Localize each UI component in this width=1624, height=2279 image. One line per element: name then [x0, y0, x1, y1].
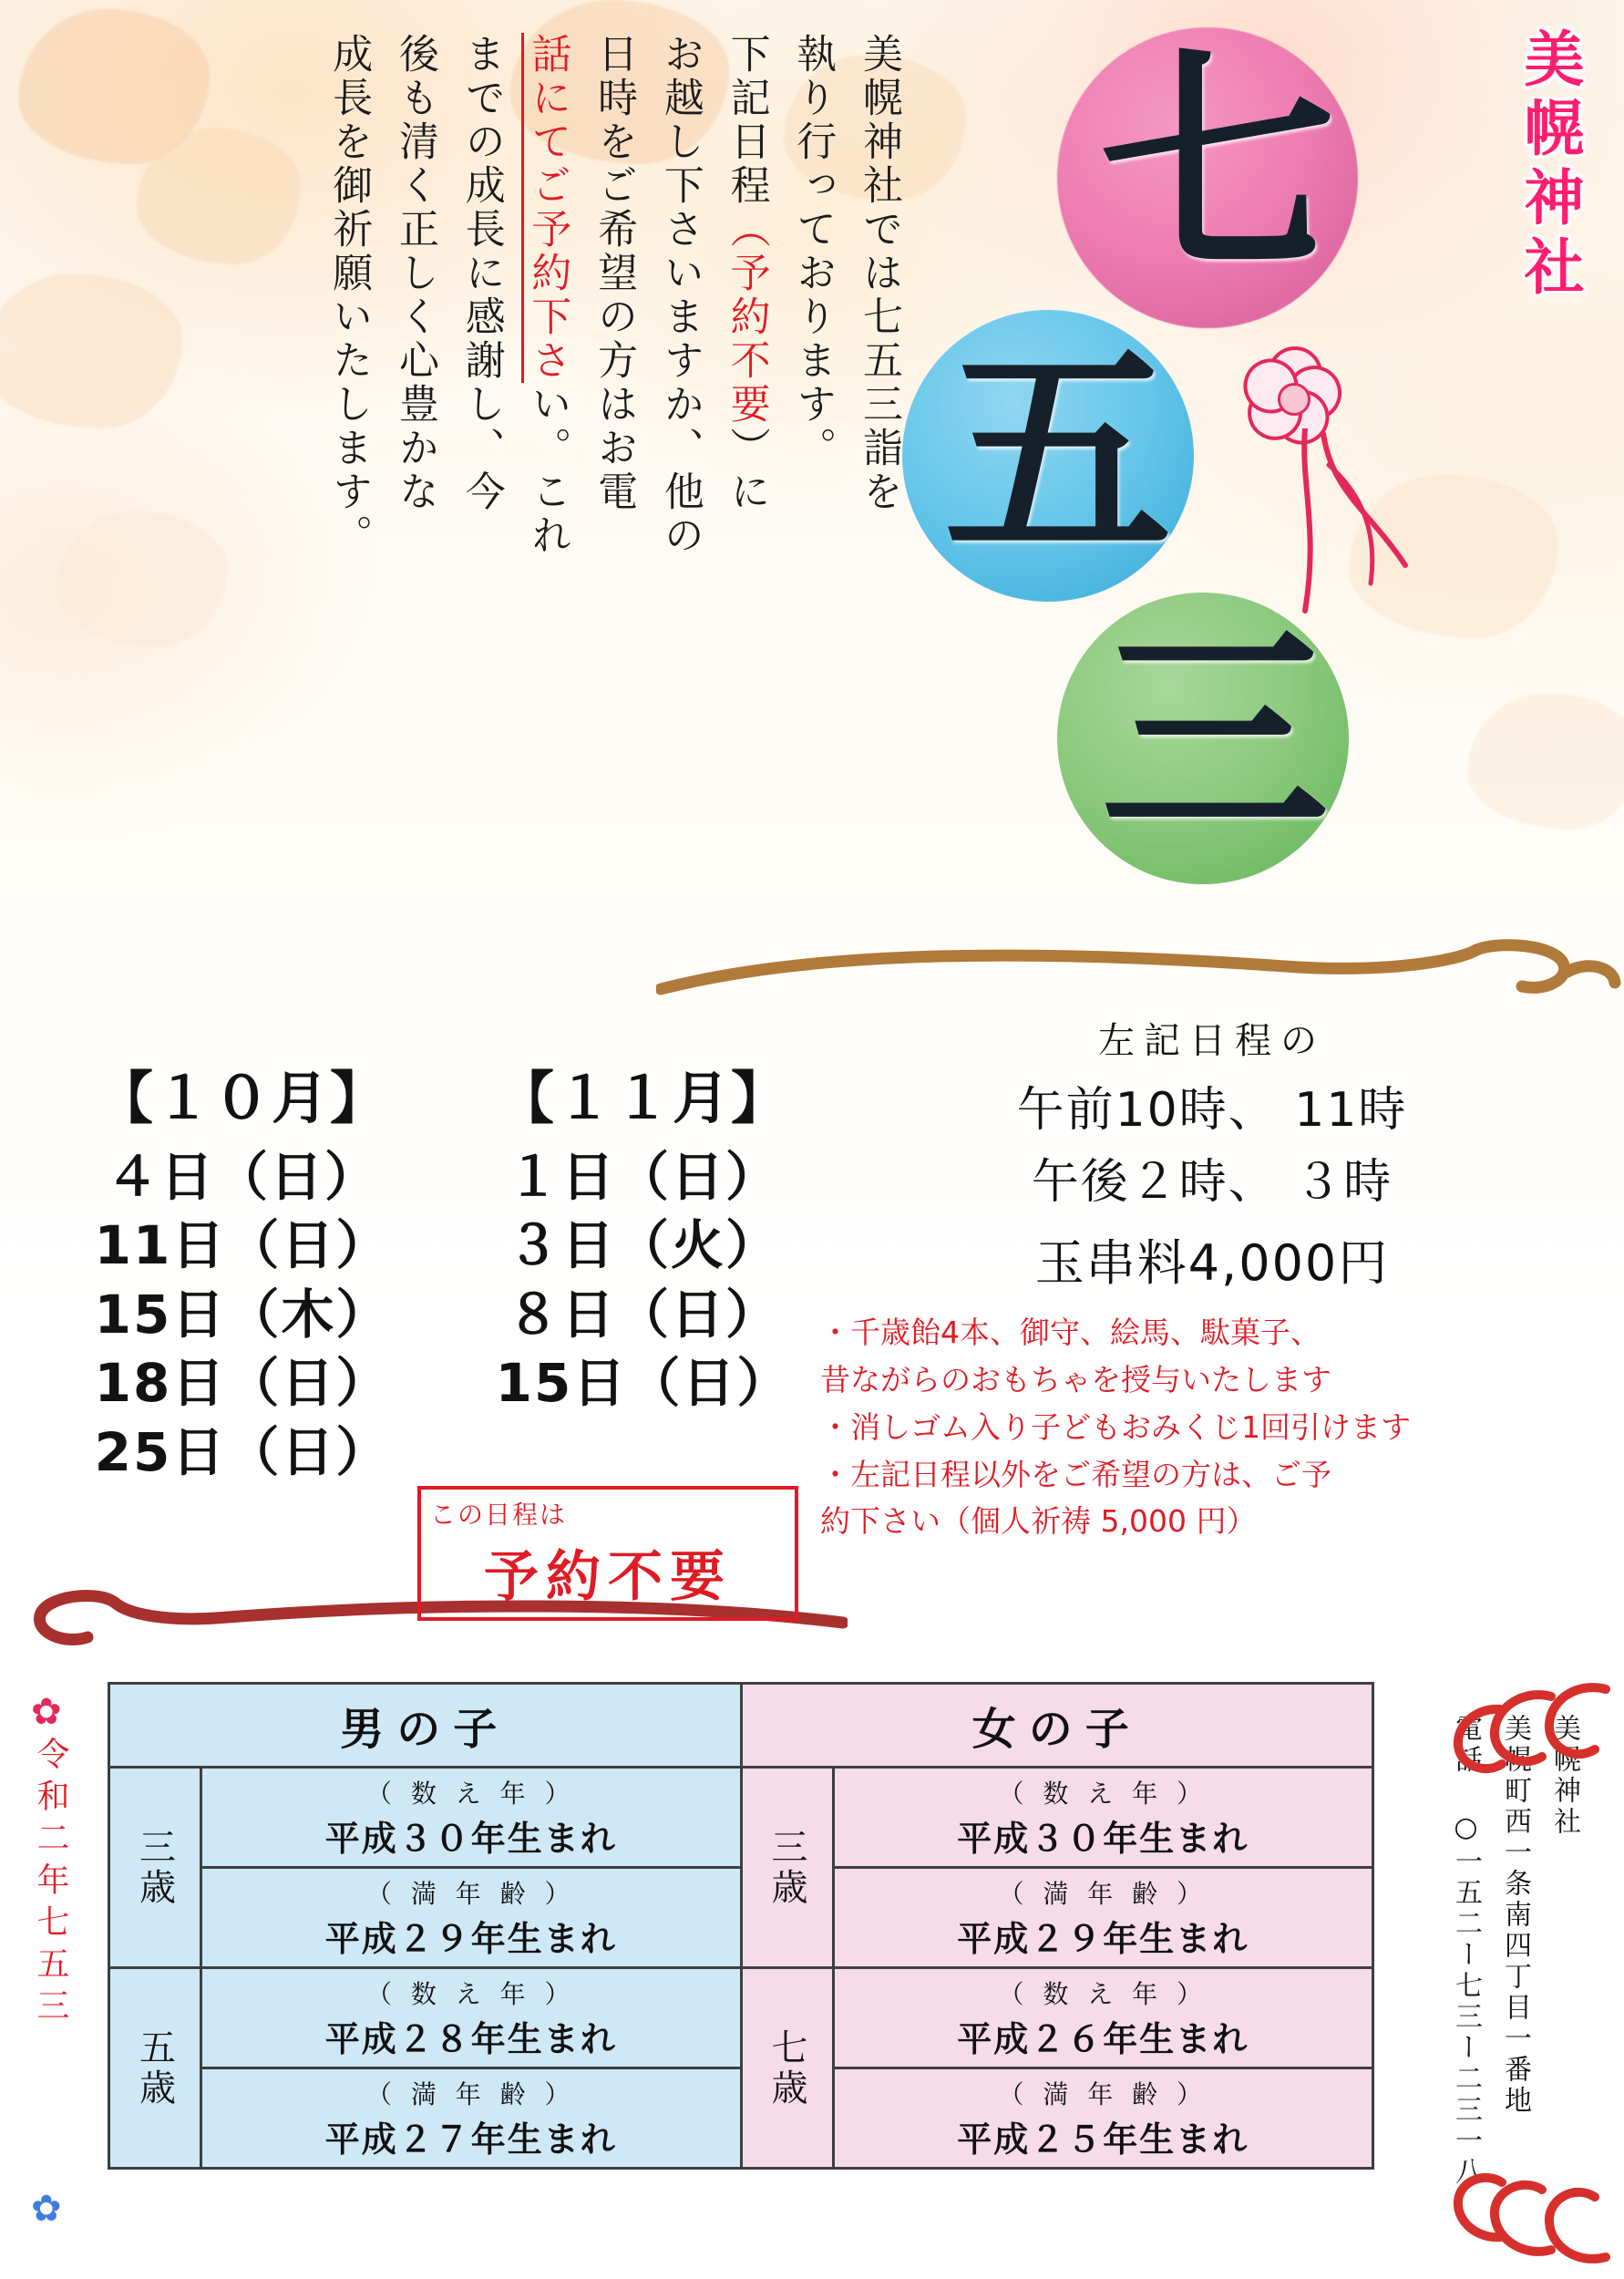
address-phone: 電話 ○一五二ー七三ー二三一八 [1450, 1714, 1482, 2188]
divider-swoosh-right [656, 939, 1622, 1021]
no-reservation-stamp [417, 1486, 798, 1621]
body-column: お越し下さいますか、他の [656, 33, 704, 558]
girl-7-man [833, 2068, 1373, 2169]
body-column: 後も清く正しく心豊かな [391, 33, 438, 514]
note-line: 約下さい（個人祈祷 5,000 円） [820, 1503, 1257, 1540]
kanji-san: 三 [1101, 600, 1329, 868]
boy-5-man [201, 2068, 742, 2169]
boy-5-kazoe [201, 1968, 742, 2068]
header-girl: 女の子 [741, 1684, 1373, 1768]
body-column: 執り行っております。 [789, 33, 837, 470]
dates-row [42, 1143, 844, 1212]
dates-header-october: 【１０月】 [96, 1065, 388, 1131]
date-cell: 18日（日） [94, 1352, 391, 1415]
dates-row [42, 1281, 844, 1349]
boy-3-kazoe [201, 1768, 742, 1868]
cell-value: 平成２７年生まれ [324, 2119, 617, 2160]
dates-header-november: 【１１月】 [497, 1065, 789, 1131]
girl-age-7 [741, 1968, 833, 2169]
cell-label: （ 数 え 年 ） [998, 1779, 1208, 1809]
cell-label: （ 満 年 齢 ） [998, 2079, 1208, 2109]
date-cell: １日（日） [506, 1146, 780, 1208]
age-label: 三歳 [133, 1827, 176, 1908]
cell-value: 平成３０年生まれ [324, 1819, 617, 1859]
boy-age-3 [109, 1768, 201, 1968]
cell-value: 平成２５年生まれ [957, 2119, 1249, 2160]
offering-fee: 玉串料4,000円 [1034, 1234, 1390, 1292]
note-line: ・左記日程以外をご希望の方は、ご予 [820, 1456, 1331, 1492]
kanji-shichi: 七 [1099, 26, 1336, 304]
age-label: 三歳 [766, 1827, 807, 1908]
shrine-address [1436, 1714, 1584, 2188]
flower-icon: ✿ [31, 1691, 62, 1733]
flower-icon: ✿ [31, 2188, 62, 2230]
date-cell: ８日（日） [506, 1283, 780, 1346]
bg-leaf [1467, 693, 1624, 830]
date-cell: 25日（日） [94, 1420, 391, 1483]
body-text [36, 33, 911, 954]
date-cell: ３日（火） [506, 1214, 780, 1277]
cell-value: 平成２６年生まれ [957, 2019, 1249, 2059]
body-column: 話にてご予約下さい。これ [514, 33, 581, 954]
body-column: 日時をご希望の方はお電 [591, 33, 638, 514]
age-table-wrap [108, 1682, 1374, 2170]
note-line: ・千歳飴4本、御守、絵馬、駄菓子、 [820, 1315, 1321, 1350]
girl-7-kazoe [833, 1968, 1373, 2068]
cell-label: （ 満 年 齢 ） [998, 1879, 1208, 1909]
dates-row [42, 1418, 844, 1487]
body-column: 美幌神社では七五三詣を [856, 33, 902, 514]
table-row [109, 1968, 1373, 2068]
note-line: 昔ながらのおもちゃを授与いたします [820, 1361, 1331, 1397]
boy-age-5 [109, 1968, 201, 2169]
dates-headers [42, 1053, 844, 1134]
body-column: 下記日程（予約不要）に [723, 33, 770, 514]
schedule-info [820, 1012, 1604, 1547]
address-street: 美幌町西一条南四丁目一番地 [1499, 1714, 1531, 2117]
header-boy: 男の子 [109, 1684, 742, 1768]
cell-value: 平成２９年生まれ [957, 1919, 1249, 1959]
girl-age-3 [741, 1768, 833, 1968]
stamp-big-text: 予約不要 [484, 1545, 732, 1609]
cell-value: 平成２９年生まれ [324, 1919, 617, 1959]
cell-label: （ 満 年 齢 ） [365, 2079, 576, 2109]
body-column: までの成長に感謝し、今 [457, 33, 505, 514]
date-cell: 11日（日） [94, 1214, 391, 1277]
schedule-afternoon: 午後２時、 ３時 [1031, 1155, 1393, 1210]
note-line: ・消しゴム入り子どもおみくじ1回引けます [820, 1408, 1411, 1445]
schedule-intro: 左記日程の [1098, 1020, 1326, 1062]
cell-label: （ 数 え 年 ） [998, 1979, 1208, 2009]
shrine-name-badge: 美幌神社 [1514, 27, 1585, 304]
cell-label: （ 満 年 齢 ） [365, 1879, 576, 1909]
dates-block [42, 1053, 844, 1487]
table-row [109, 1768, 1373, 1868]
girl-3-man [833, 1868, 1373, 1968]
date-cell: 15日（木） [94, 1283, 391, 1346]
body-column: 成長を御祈願いたします。 [325, 33, 373, 558]
corner-decoration-top-right [1442, 1682, 1615, 1782]
stamp-small-text: この日程は [430, 1500, 568, 1530]
corner-decoration-bottom-right [1442, 2166, 1615, 2266]
age-label: 七歳 [766, 2027, 807, 2109]
year-label: 令和二年七五三 [32, 1737, 69, 2030]
date-cell: ４日（日） [105, 1146, 379, 1208]
age-label: 五歳 [133, 2027, 176, 2109]
ribbon-icon [1269, 428, 1451, 629]
age-table [108, 1682, 1374, 2170]
address-name: 美幌神社 [1548, 1714, 1580, 1838]
cell-label: （ 数 え 年 ） [365, 1779, 576, 1809]
cell-value: 平成３０年生まれ [957, 1819, 1249, 1859]
boy-3-man [201, 1868, 742, 1968]
table-header-row [109, 1684, 1373, 1768]
kanji-go: 五 [944, 319, 1172, 587]
girl-3-kazoe [833, 1768, 1373, 1868]
cell-value: 平成２８年生まれ [324, 2019, 617, 2059]
date-cell: 15日（日） [495, 1352, 792, 1415]
notes-list [820, 1311, 1604, 1543]
date-cell [443, 1418, 844, 1487]
dates-row [42, 1349, 844, 1418]
cell-label: （ 数 え 年 ） [365, 1979, 576, 2009]
dates-row [42, 1212, 844, 1280]
schedule-morning: 午前10時、 11時 [1016, 1083, 1408, 1138]
